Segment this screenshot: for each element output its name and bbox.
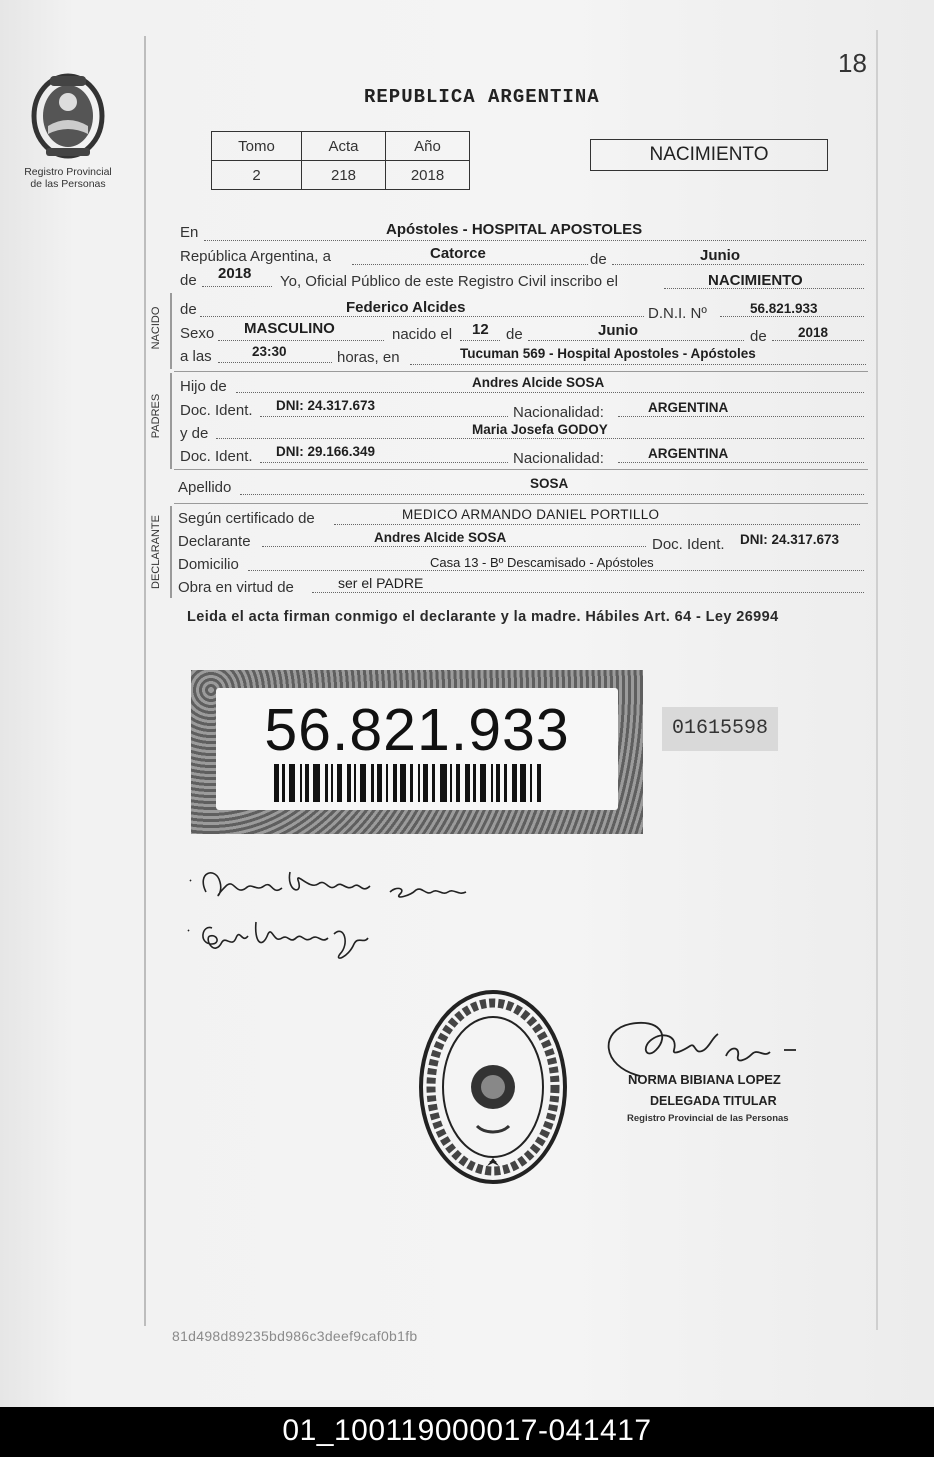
tomo-header: Tomo <box>212 132 302 161</box>
declarante-doc-label: Doc. Ident. <box>652 536 725 553</box>
section-divider <box>174 469 868 470</box>
titular-name: NORMA BIBIANA LOPEZ <box>628 1072 781 1087</box>
record-type-box: NACIMIENTO <box>590 139 828 171</box>
intro-place: Apóstoles - HOSPITAL APOSTOLES <box>386 221 643 238</box>
dotted-line <box>262 546 646 547</box>
registry-stamp-icon <box>417 988 569 1186</box>
padres-section-label: PADRES <box>150 393 162 439</box>
certificado-label: Según certificado de <box>178 510 315 527</box>
intro-year: 2018 <box>218 265 252 282</box>
dotted-line <box>236 392 864 393</box>
dni-card-inner <box>216 688 618 810</box>
logo-caption <box>8 166 128 190</box>
domicilio-value: Casa 13 - Bº Descamisado - Apóstoles <box>430 555 654 570</box>
father-nationality-label: Nacionalidad: <box>513 404 604 421</box>
mother-doc: DNI: 29.166.349 <box>276 444 376 459</box>
record-table <box>211 131 470 190</box>
nacido-name: Federico Alcides <box>346 299 466 316</box>
section-divider <box>174 503 868 504</box>
footer-id-bar: 01_100119000017-041417 <box>0 1407 934 1457</box>
barcode-icon <box>274 764 564 802</box>
intro-inscribe-what: NACIMIENTO <box>708 272 803 289</box>
nacido-section-label: NACIDO <box>150 306 162 350</box>
declarante-name: Andres Alcide SOSA <box>374 530 507 545</box>
dni-card <box>191 670 643 834</box>
dotted-line <box>312 592 864 593</box>
dotted-line <box>528 340 744 341</box>
declarante-section-label: DECLARANTE <box>150 515 162 589</box>
nacido-sexo: MASCULINO <box>244 320 335 337</box>
nacido-de-month-label: de <box>506 326 523 343</box>
dotted-line <box>204 240 866 241</box>
declarante-signature-icon <box>186 862 476 908</box>
obra-label: Obra en virtud de <box>178 579 294 596</box>
titular-role: DELEGADA TITULAR <box>650 1094 777 1108</box>
a-las-label: a las <box>180 348 212 365</box>
dotted-line <box>410 364 866 365</box>
apellido-label: Apellido <box>178 479 232 496</box>
apellido-value: SOSA <box>530 476 569 491</box>
dotted-line <box>218 362 332 363</box>
dotted-line <box>216 438 864 439</box>
padres-section-bar <box>170 373 172 469</box>
nacido-time: 23:30 <box>252 344 287 359</box>
logo-caption-line2: de las Personas <box>30 178 106 190</box>
dotted-line <box>618 416 864 417</box>
dotted-line <box>612 264 864 265</box>
nacido-place: Tucuman 569 - Hospital Apostoles - Apóstoles <box>460 346 756 361</box>
dotted-line <box>460 340 500 341</box>
sexo-label: Sexo <box>180 325 215 342</box>
nacido-de-label: de <box>180 301 197 318</box>
declarante-label: Declarante <box>178 533 251 550</box>
father-nationality: ARGENTINA <box>648 400 729 415</box>
mother-name: Maria Josefa GODOY <box>472 422 608 437</box>
intro-de-label: de <box>590 251 607 268</box>
domicilio-label: Domicilio <box>178 556 239 573</box>
intro-month: Junio <box>700 247 740 264</box>
mother-doc-label: Doc. Ident. <box>180 448 253 465</box>
nacido-de-year-label: de <box>750 328 767 345</box>
mother-nationality-label: Nacionalidad: <box>513 450 604 467</box>
dotted-line <box>334 524 860 525</box>
provincial-coat-of-arms-icon <box>28 68 108 160</box>
father-doc-label: Doc. Ident. <box>180 402 253 419</box>
declarante-doc: DNI: 24.317.673 <box>740 532 840 547</box>
en-label: En <box>180 224 199 241</box>
intro-de-label-year: de <box>180 272 197 289</box>
horas-label: horas, en <box>337 349 400 366</box>
nacido-dni-label: D.N.I. Nº <box>648 305 707 322</box>
dotted-line <box>240 494 864 495</box>
document-hash: 81d498d89235bd986c3deef9caf0b1fb <box>172 1328 418 1344</box>
dotted-line <box>202 286 272 287</box>
nacido-section-bar <box>170 293 172 369</box>
nacido-el-label: nacido el <box>392 326 453 343</box>
father-name: Andres Alcide SOSA <box>472 375 605 390</box>
madre-signature-icon <box>184 914 384 972</box>
obra-value: ser el PADRE <box>338 575 424 591</box>
dotted-line <box>352 264 588 265</box>
acta-header: Acta <box>302 132 386 161</box>
section-divider <box>174 371 868 372</box>
dotted-line <box>248 570 864 571</box>
control-number: 01615598 <box>662 707 778 751</box>
dotted-line <box>772 340 864 341</box>
tomo-value: 2 <box>212 161 302 190</box>
anio-value: 2018 <box>386 161 470 190</box>
dotted-line <box>618 462 864 463</box>
dotted-line <box>200 316 644 317</box>
country-title: REPUBLICA ARGENTINA <box>364 86 600 108</box>
nacido-year: 2018 <box>798 325 829 340</box>
y-de-label: y de <box>180 425 209 442</box>
hijo-de-label: Hijo de <box>180 378 227 395</box>
intro-day-words: Catorce <box>430 245 486 262</box>
titular-org: Registro Provincial de las Personas <box>627 1113 789 1124</box>
dni-card-number: 56.821.933 <box>264 697 570 763</box>
anio-header: Año <box>386 132 470 161</box>
nacido-day: 12 <box>472 321 489 338</box>
nacido-dni: 56.821.933 <box>750 301 818 316</box>
dotted-line <box>260 462 508 463</box>
acta-value: 218 <box>302 161 386 190</box>
left-margin-line <box>144 36 146 1326</box>
republica-label: República Argentina, a <box>180 248 331 265</box>
dotted-line <box>720 316 864 317</box>
mother-nationality: ARGENTINA <box>648 446 729 461</box>
oficial-text: Yo, Oficial Público de este Registro Civil inscribo el <box>280 273 618 290</box>
logo-caption-line1: Registro Provincial <box>24 166 112 178</box>
declarante-section-bar <box>170 506 172 598</box>
nacido-month: Junio <box>598 322 638 339</box>
certificado-value: MEDICO ARMANDO DANIEL PORTILLO <box>402 507 660 522</box>
dotted-line <box>260 416 508 417</box>
father-doc: DNI: 24.317.673 <box>276 398 376 413</box>
dotted-line <box>218 340 384 341</box>
closing-text: Leida el acta firman conmigo el declarante y la madre. Hábiles Art. 64 - Ley 26994 <box>187 609 779 625</box>
right-margin-line <box>876 30 878 1330</box>
page-number: 18 <box>838 48 867 78</box>
